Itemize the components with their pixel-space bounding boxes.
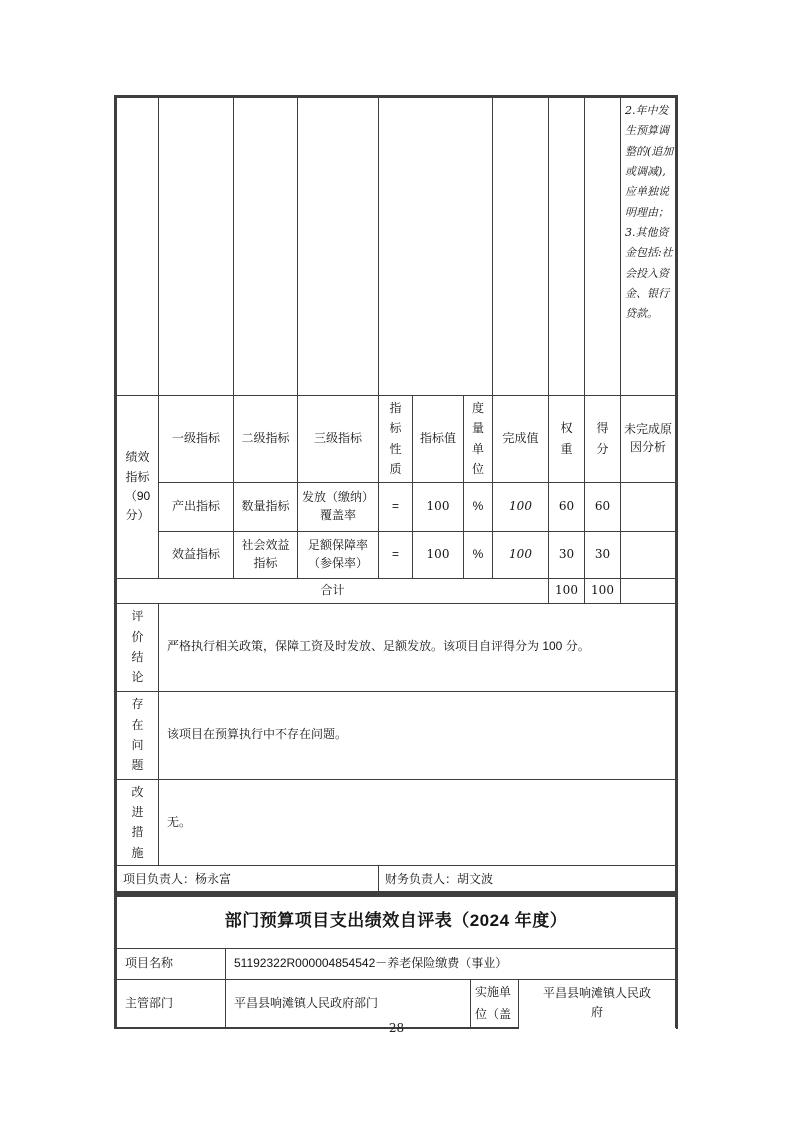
problems-row xyxy=(117,691,676,779)
empty-cell xyxy=(159,98,234,396)
header-target-value: 指标值 xyxy=(413,396,464,483)
header-measure-unit: 度量单位 xyxy=(464,396,493,483)
conclusion-row xyxy=(117,603,676,691)
cell-reason xyxy=(621,531,676,578)
header-score: 得分 xyxy=(585,396,621,483)
indicator-row-output xyxy=(117,482,676,531)
project-lead-signature: 项目负责人：杨永富 xyxy=(117,866,379,895)
conclusion-text: 严格执行相关政策，保障工资及时发放、足额发放。该项目自评得分为 100 分。 xyxy=(159,603,676,691)
cell-weight: 60 xyxy=(549,482,585,531)
header-level1-indicator: 一级指标 xyxy=(159,396,234,483)
cell-nature: = xyxy=(379,531,413,578)
header-weight: 权重 xyxy=(549,396,585,483)
empty-cell xyxy=(493,98,549,396)
table-title: 部门预算项目支出绩效自评表（2024 年度） xyxy=(117,894,676,949)
cell-level2: 数量指标 xyxy=(234,482,298,531)
cell-level1: 产出指标 xyxy=(159,482,234,531)
empty-cell xyxy=(585,98,621,396)
project-name-row xyxy=(117,949,676,980)
department-label: 主管部门 xyxy=(117,980,226,1029)
improvements-text: 无。 xyxy=(159,779,676,866)
cell-completed: 100 xyxy=(493,482,549,531)
cell-completed: 100 xyxy=(493,531,549,578)
problems-text: 该项目在预算执行中不存在问题。 xyxy=(159,691,676,779)
indicator-row-benefit xyxy=(117,531,676,578)
problems-label: 存在问题 xyxy=(117,691,159,779)
cell-nature: = xyxy=(379,482,413,531)
indicator-header-row xyxy=(117,396,676,483)
cell-level3: 发放（缴纳）覆盖率 xyxy=(298,482,379,531)
budget-adjustment-note: 2.年中发生预算调整的(追加或调减),应单独说明理由；3.其他资金包括:社会投入资金、银行贷款。 xyxy=(621,98,676,396)
header-level3-indicator: 三级指标 xyxy=(298,396,379,483)
impl-unit-label: 实施单位（盖 xyxy=(471,980,519,1029)
cell-target: 100 xyxy=(413,482,464,531)
performance-table xyxy=(116,97,676,895)
total-reason xyxy=(621,578,676,603)
department-value: 平昌县响滩镇人民政府部门 xyxy=(226,980,471,1029)
cell-target: 100 xyxy=(413,531,464,578)
header-incomplete-reason: 未完成原因分析 xyxy=(621,396,676,483)
cell-score: 30 xyxy=(585,531,621,578)
improvements-row xyxy=(117,779,676,866)
total-weight: 100 xyxy=(549,578,585,603)
cell-unit: % xyxy=(464,531,493,578)
conclusion-label: 评价结论 xyxy=(117,603,159,691)
project-name-value: 51192322R000004854542－养老保险缴费（事业） xyxy=(226,949,676,980)
cell-level1: 效益指标 xyxy=(159,531,234,578)
header-indicator-nature: 指标性质 xyxy=(379,396,413,483)
empty-cell xyxy=(379,98,493,396)
impl-unit-value: 平昌县响滩镇人民政府 xyxy=(519,980,676,1029)
total-row xyxy=(117,578,676,603)
empty-cell xyxy=(117,98,159,396)
total-label: 合计 xyxy=(117,578,549,603)
finance-lead-signature: 财务负责人：胡文波 xyxy=(379,866,676,895)
continued-funding-row xyxy=(117,98,676,396)
cell-reason xyxy=(621,482,676,531)
performance-self-eval-table xyxy=(114,95,678,897)
header-completed-value: 完成值 xyxy=(493,396,549,483)
page-number: 28 xyxy=(388,1021,405,1035)
next-project-eval-table xyxy=(114,891,678,1029)
empty-cell xyxy=(234,98,298,396)
dept-budget-table xyxy=(116,893,676,1029)
cell-unit: % xyxy=(464,482,493,531)
project-name-label: 项目名称 xyxy=(117,949,226,980)
empty-cell xyxy=(549,98,585,396)
cell-weight: 30 xyxy=(549,531,585,578)
improvements-label: 改进措施 xyxy=(117,779,159,866)
cell-score: 60 xyxy=(585,482,621,531)
cell-level2: 社会效益指标 xyxy=(234,531,298,578)
empty-cell xyxy=(298,98,379,396)
table-title-row xyxy=(117,894,676,949)
header-level2-indicator: 二级指标 xyxy=(234,396,298,483)
cell-level3: 足额保障率（参保率） xyxy=(298,531,379,578)
perf-indicator-section-label: 绩效指标（90分） xyxy=(117,396,159,579)
total-score: 100 xyxy=(585,578,621,603)
